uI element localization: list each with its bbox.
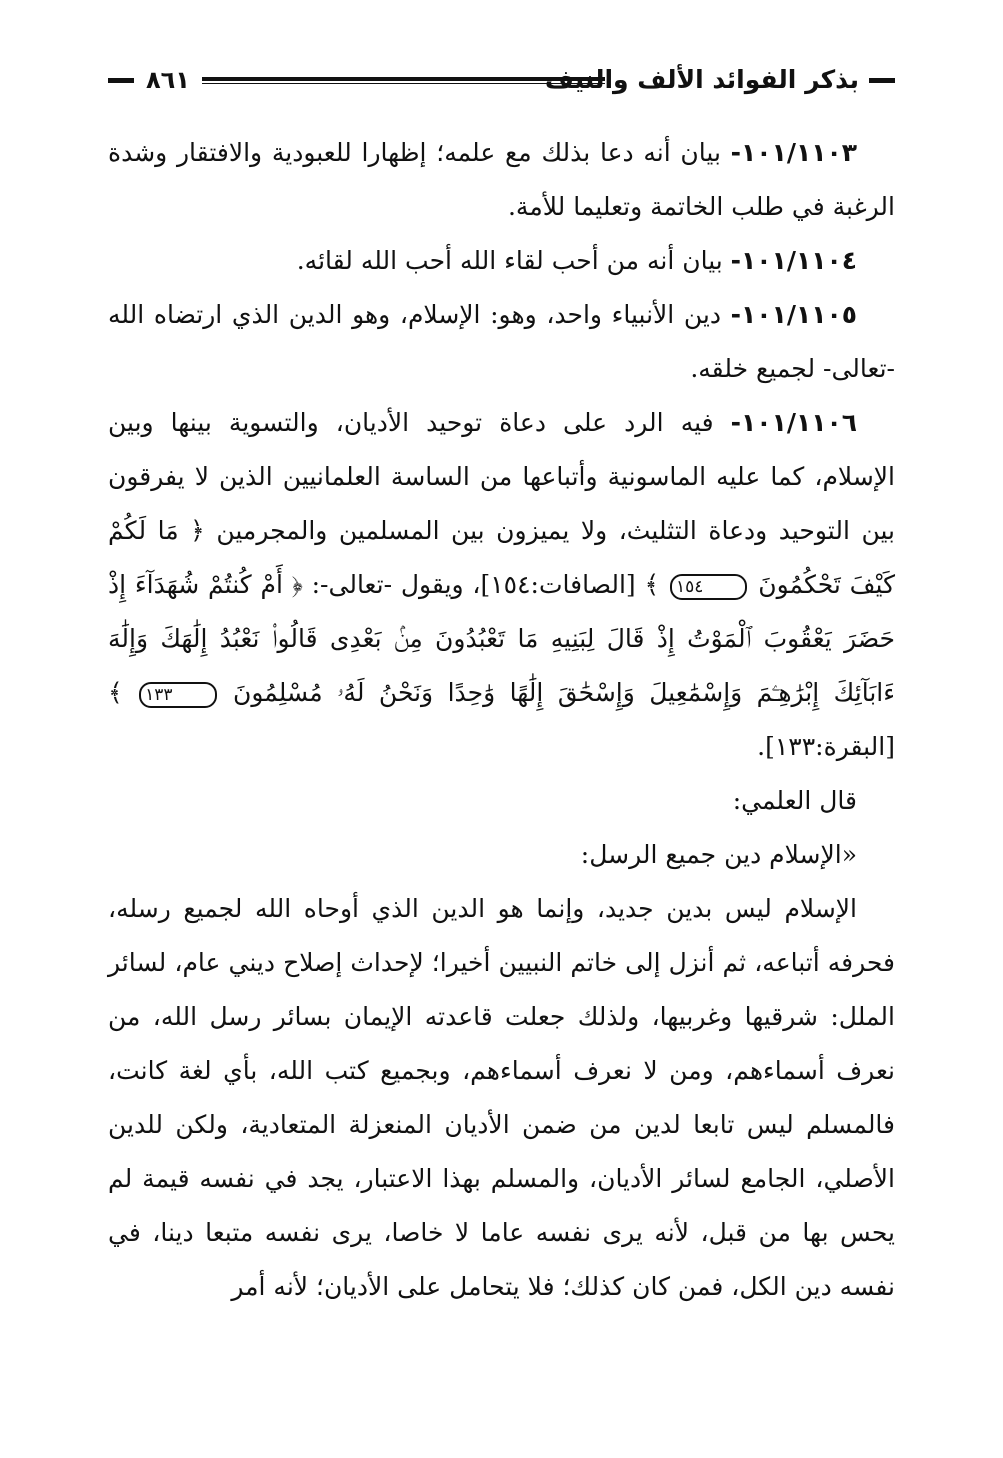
entry-1104 xyxy=(108,234,895,288)
header-rule xyxy=(202,77,605,84)
quran-verse-1: ﴿ مَا لَكُمْ كَيْفَ تَحْكُمُونَ xyxy=(108,516,896,599)
verse-reference: [البقرة:١٣٣]. xyxy=(757,732,895,761)
entry-number: ١٠١/١١٠٣- xyxy=(730,138,857,167)
running-title: بذكر الفوائد الألف والنيف xyxy=(544,65,859,94)
entry-number: ١٠١/١١٠٥- xyxy=(730,300,857,329)
quran-bracket-close: ﴾ xyxy=(644,570,668,599)
quran-bracket-close: ﴾ xyxy=(108,678,138,707)
entry-number: ١٠١/١١٠٤- xyxy=(730,246,857,275)
entry-1105 xyxy=(108,288,895,396)
quote-body: الإسلام ليس بدين جديد، وإنما هو الدين الذي أوحاه الله لجميع رسله، فحرفه أتباعه، ثم أنزل إلى خاتم النبيين أخيرا؛ لإحداث إصلاح ديني عام، لسائر الملل: شرقيها وغربيها، ولذلك جعلت قاعدته الإيمان بسائر رسل الله، من نعرف أسماءهم، ومن لا نعرف أسماءهم، وبجميع كتب الله، بأي لغة كانت، فالمسلم ليس تابعا لدين من ضمن الأديان المنعزلة المتعادية، ولكن للدين الأصلي، الجامع لسائر الأديان، والمسلم بهذا الاعتبار، يجد في نفسه قيمة لم يحس بها من قبل، لأنه يرى نفسه عاما لا خاصا، يرى نفسه متبعا دينا، في نفسه دين الكل، فمن كان كذلك؛ فلا يتحامل على الأديان؛ لأنه أمر xyxy=(108,894,895,1301)
entry-number: ١٠١/١١٠٦- xyxy=(730,408,857,437)
page-number: ٨٦١ xyxy=(146,66,190,94)
header-dash-right xyxy=(869,78,895,83)
entry-1106 xyxy=(108,396,895,774)
entry-text: بيان أنه دعا بذلك مع علمه؛ إظهارا للعبودية والافتقار وشدة الرغبة في طلب الخاتمة وتعليما للأمة. xyxy=(108,138,895,221)
verse-reference: [الصافات:١٥٤]، ويقول -تعالى-: xyxy=(302,570,645,599)
header-dash-left xyxy=(108,78,134,83)
quran-verse-2: ﴿ أَمْ كُنتُمْ شُهَدَآءَ إِذْ حَضَرَ يَعْقُوبَ ٱلْمَوْتُ إِذْ قَالَ لِبَنِيهِ مَا تَعْبُدُونَ مِنۢ بَعْدِى قَالُوا۟ نَعْبُدُ إِلَٰهَكَ وَإِلَٰهَ ءَابَآئِكَ إِبْرَٰهِـۧمَ وَإِسْمَٰعِيلَ وَإِسْحَٰقَ إِلَٰهًا وَٰحِدًا وَنَحْنُ لَهُۥ مُسْلِمُونَ xyxy=(108,570,895,707)
entry-text: دين الأنبياء واحد، وهو: الإسلام، وهو الدين الذي ارتضاه الله -تعالى- لجميع خلقه. xyxy=(108,300,895,383)
quote-intro: قال العلمي: xyxy=(732,786,857,815)
entry-1103 xyxy=(108,126,895,234)
ayah-number-marker: ١٥٤ xyxy=(670,574,747,600)
entry-text: فيه الرد على دعاة توحيد الأديان، والتسوية بينها وبين الإسلام، كما عليه الماسونية وأتباعها من الساسة العلمانيين الذين لا يفرقون بين التوحيد ودعاة التثليث، ولا يميزون بين المسلمين والمجرمين xyxy=(108,408,895,545)
entry-text: بيان أنه من أحب لقاء الله أحب الله لقائه. xyxy=(296,246,731,275)
page-body xyxy=(108,126,895,1314)
quote-heading: «الإسلام دين جميع الرسل: xyxy=(580,840,857,869)
ayah-number-marker: ١٣٣ xyxy=(139,682,216,708)
running-header xyxy=(108,62,895,98)
